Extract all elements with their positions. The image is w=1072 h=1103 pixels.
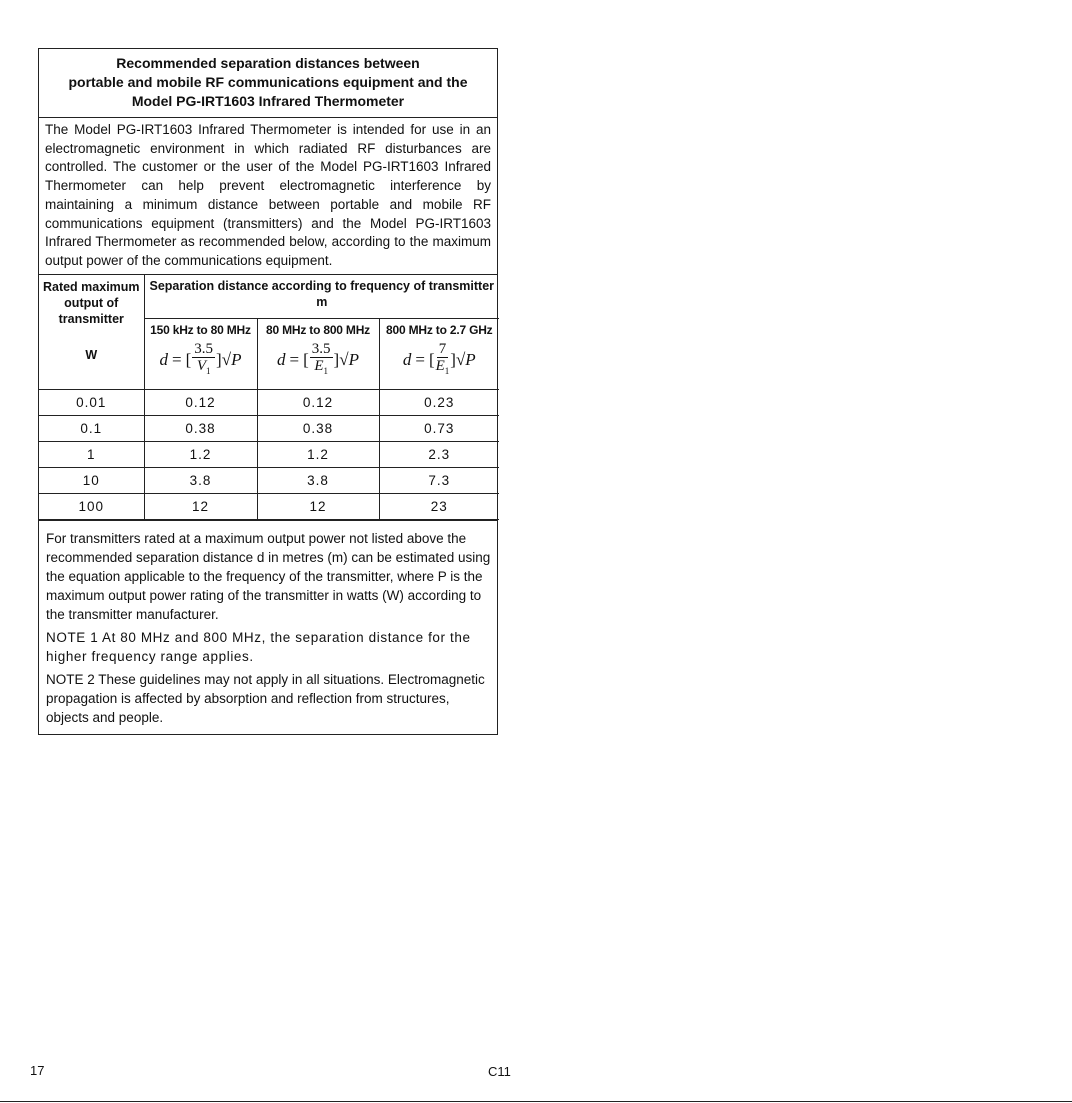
formula-close: ]	[333, 349, 340, 369]
formula-p: P	[231, 349, 242, 369]
table-cell: 0.23	[379, 389, 499, 415]
formula-denominator	[314, 358, 328, 379]
band-header-1	[144, 318, 257, 389]
table-cell: 23	[379, 493, 499, 519]
formula	[277, 341, 359, 379]
separation-header-unit: m	[316, 294, 328, 309]
table-row	[39, 415, 499, 441]
formula-den-sub: 1	[323, 365, 328, 376]
formula-numerator: 3.5	[311, 340, 331, 357]
formula-d: d	[402, 349, 412, 369]
rated-output-unit: W	[85, 347, 98, 362]
separation-distance-table	[39, 275, 499, 520]
band-header-2	[257, 318, 379, 389]
formula-numerator: 3.5	[194, 340, 214, 357]
table-cell: 0.38	[144, 415, 257, 441]
note-2: NOTE 2 These guidelines may not apply in all situations. Electromagnetic propagation is affected by absorption and reflection from structures, objects and people.	[46, 672, 485, 726]
formula-den-sub: 1	[444, 365, 450, 376]
band-label: 80 MHz to 800 MHz	[266, 322, 370, 337]
table-row	[39, 467, 499, 493]
table-cell: 0.38	[257, 415, 379, 441]
page-number: 17	[30, 1063, 45, 1078]
formula-d: d	[277, 349, 286, 369]
formula-eq: =	[289, 349, 300, 369]
formula-fraction	[192, 341, 215, 379]
table-cell: 0.12	[257, 389, 379, 415]
document-code: C11	[488, 1064, 511, 1079]
separation-header	[144, 275, 499, 319]
table-cell: 1.2	[257, 441, 379, 467]
table-row	[39, 493, 499, 519]
band-label: 150 kHz to 80 MHz	[150, 322, 251, 337]
formula	[403, 341, 476, 379]
formula-p: P	[348, 349, 359, 369]
formula-den-symbol: V	[196, 357, 206, 374]
band-header-3	[379, 318, 499, 389]
table-cell: 0.1	[39, 415, 144, 441]
formula-close: ]	[216, 349, 222, 369]
formula	[160, 341, 242, 379]
table-cell: 1.2	[144, 441, 257, 467]
formula-open: [	[428, 349, 435, 369]
formula-fraction	[310, 341, 333, 379]
table-cell: 1	[39, 441, 144, 467]
formula-d: d	[159, 349, 169, 369]
title-line-2: portable and mobile RF communications equipment and the	[68, 74, 468, 90]
table-row	[39, 441, 499, 467]
separation-header-label: Separation distance according to frequency of transmitter	[149, 278, 495, 293]
table-cell: 0.12	[144, 389, 257, 415]
formula-numerator: 7	[438, 340, 447, 357]
table-cell: 0.01	[39, 389, 144, 415]
table-cell: 12	[257, 493, 379, 519]
table-cell: 3.8	[144, 467, 257, 493]
title-line-3: Model PG-IRT1603 Infrared Thermometer	[131, 93, 405, 109]
rated-output-label: Rated maximum output of transmitter	[42, 279, 140, 326]
title-line-1: Recommended separation distances between	[116, 55, 420, 71]
table-cell: 10	[39, 467, 144, 493]
band-label: 800 MHz to 2.7 GHz	[386, 322, 493, 337]
formula-den-symbol: E	[314, 357, 324, 374]
formula-open: [	[185, 349, 192, 369]
formula-sqrt: √	[221, 349, 232, 369]
formula-den-sub: 1	[206, 365, 211, 376]
table-cell: 7.3	[379, 467, 499, 493]
note-1: NOTE 1 At 80 MHz and 800 MHz, the separation distance for the higher frequency range applies.	[46, 629, 471, 664]
table-cell: 100	[39, 493, 144, 519]
intro-paragraph: The Model PG-IRT1603 Infrared Thermometer is intended for use in an electromagnetic environment in which radiated RF disturbances are controlled. The customer or the user of the Model PG-IRT1603 Infrared Thermometer can help prevent electromagnetic interference by maintaining a minimum distance between portable and mobile RF communications equipment (transmitters) and the Model PG-IRT1603 Infrared Thermometer as recommended below, according to the maximum output power of the communications equipment.	[39, 118, 497, 275]
table-title	[39, 49, 497, 118]
table-row	[39, 389, 499, 415]
formula-eq: =	[172, 349, 182, 369]
formula-denominator	[197, 358, 211, 379]
footer-rule	[0, 1101, 1072, 1102]
notes-paragraph: For transmitters rated at a maximum output power not listed above the recommended separation distance d in metres (m) can be estimated using the equation applicable to the frequency of the transmitter, where P is the maximum output power rating of the transmitter in watts (W) according to the transmitter manufacturer.	[46, 530, 491, 623]
formula-close: ]	[450, 349, 456, 369]
formula-sqrt: √	[455, 349, 466, 369]
formula-den-symbol: E	[435, 357, 445, 374]
formula-sqrt: √	[339, 349, 349, 369]
formula-denominator	[436, 358, 450, 379]
rated-output-header	[39, 275, 144, 390]
formula-open: [	[303, 349, 309, 369]
table-cell: 2.3	[379, 441, 499, 467]
table-cell: 12	[144, 493, 257, 519]
table-cell: 3.8	[257, 467, 379, 493]
formula-fraction	[436, 341, 450, 379]
formula-p: P	[465, 349, 476, 369]
formula-eq: =	[415, 349, 425, 369]
notes-section	[39, 520, 497, 734]
emc-separation-table-box	[38, 48, 498, 735]
table-cell: 0.73	[379, 415, 499, 441]
